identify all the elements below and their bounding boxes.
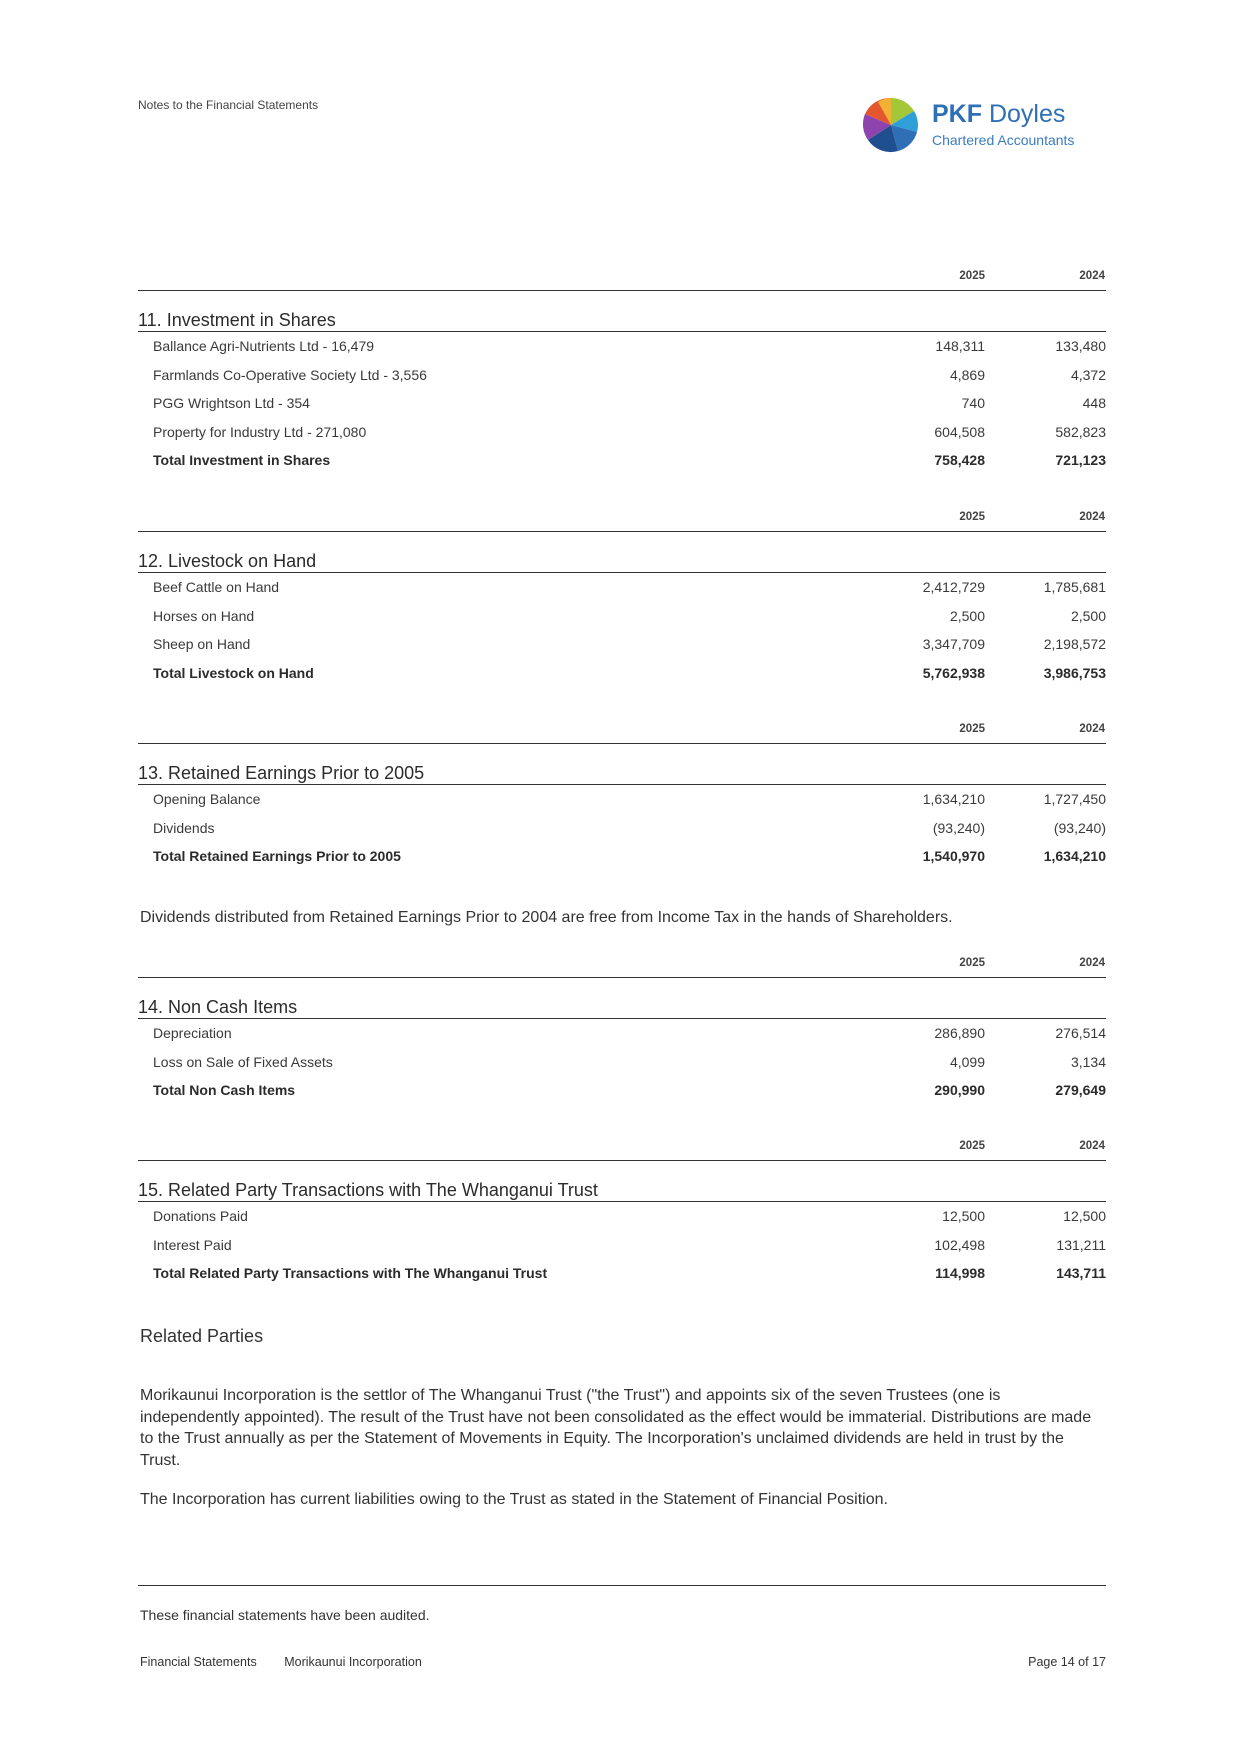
- total-row: Total Livestock on Hand 5,762,938 3,986,753: [153, 664, 1106, 681]
- company-logo: [862, 96, 1102, 160]
- logo-mark-icon: [862, 96, 920, 154]
- year-prior: 2024: [1079, 270, 1105, 282]
- section-title: 11. Investment in Shares: [138, 309, 1106, 332]
- table-row: Property for Industry Ltd - 271,080 604,508 582,823: [153, 423, 1106, 440]
- year-header: [138, 268, 1106, 291]
- year-prior: 2024: [1079, 723, 1105, 735]
- year-header: [138, 955, 1106, 978]
- year-prior: 2024: [1079, 1140, 1105, 1152]
- table-row: PGG Wrightson Ltd - 354 740 448: [153, 395, 1106, 411]
- logo-subtitle: Chartered Accountants: [932, 132, 1075, 148]
- footer-doc-type: Financial Statements: [140, 1655, 257, 1669]
- section-title: 15. Related Party Transactions with The Whanganui Trust: [138, 1179, 1106, 1202]
- page-number: Page 14 of 17: [1028, 1655, 1106, 1669]
- logo-name: PKF Doyles: [932, 100, 1066, 128]
- note-livestock-on-hand: [138, 509, 1106, 687]
- section-title: 12. Livestock on Hand: [138, 550, 1106, 573]
- related-parties-heading: Related Parties: [140, 1326, 264, 1346]
- audit-note: These financial statements have been audited.: [140, 1607, 430, 1623]
- table-row: Opening Balance 1,634,210 1,727,450: [153, 791, 1106, 807]
- table-row: Dividends (93,240) (93,240): [153, 819, 1106, 836]
- year-current: 2025: [959, 1140, 985, 1152]
- related-parties-paragraph: Morikaunui Incorporation is the settlor of The Whanganui Trust ("the Trust") and appoints six of the seven Trustees (one is independently appointed). The result of the Trust have not been consolidated as the effect would be immaterial. Distributions are made to the Trust annually as per the Statement of Movements in Equity. The Incorporation's unclaimed dividends are held in trust by the Trust.: [140, 1387, 1092, 1469]
- related-parties-liabilities-note: The Incorporation has current liabilities owing to the Trust as stated in the Statement of Financial Position.: [140, 1491, 888, 1508]
- year-current: 2025: [959, 511, 985, 523]
- header-label: Notes to the Financial Statements: [138, 98, 319, 112]
- year-prior: 2024: [1079, 957, 1105, 969]
- footer-left: [140, 1655, 446, 1669]
- note-retained-earnings: [138, 721, 1106, 871]
- table-row: Farmlands Co-Operative Society Ltd - 3,556 4,869 4,372: [153, 366, 1106, 383]
- year-current: 2025: [959, 270, 985, 282]
- year-prior: 2024: [1079, 511, 1105, 523]
- year-header: [138, 721, 1106, 744]
- total-row: Total Retained Earnings Prior to 2005 1,540,970 1,634,210: [153, 848, 1106, 864]
- footer-divider: [138, 1585, 1106, 1586]
- total-row: Total Non Cash Items 290,990 279,649: [153, 1082, 1106, 1098]
- total-row: Total Investment in Shares 758,428 721,123: [153, 452, 1106, 468]
- table-row: Horses on Hand 2,500 2,500: [153, 607, 1106, 624]
- year-current: 2025: [959, 957, 985, 969]
- section-title: 13. Retained Earnings Prior to 2005: [138, 762, 1106, 785]
- year-current: 2025: [959, 723, 985, 735]
- table-row: Interest Paid 102,498 131,211: [153, 1236, 1106, 1253]
- note-investment-in-shares: [138, 268, 1106, 475]
- note-non-cash-items: [138, 955, 1106, 1105]
- year-header: [138, 1138, 1106, 1161]
- year-header: [138, 509, 1106, 532]
- total-row: Total Related Party Transactions with The Whanganui Trust 114,998 143,711: [153, 1265, 1106, 1281]
- dividends-note: Dividends distributed from Retained Earnings Prior to 2004 are free from Income Tax in the hands of Shareholders.: [140, 909, 953, 926]
- note-related-party-transactions: [138, 1138, 1106, 1288]
- table-row: Donations Paid 12,500 12,500: [153, 1208, 1106, 1224]
- section-title: 14. Non Cash Items: [138, 996, 1106, 1019]
- table-row: Loss on Sale of Fixed Assets 4,099 3,134: [153, 1053, 1106, 1070]
- table-row: Beef Cattle on Hand 2,412,729 1,785,681: [153, 579, 1106, 595]
- table-row: Ballance Agri-Nutrients Ltd - 16,479 148,311 133,480: [153, 338, 1106, 354]
- footer-entity: Morikaunui Incorporation: [284, 1655, 422, 1669]
- table-row: Depreciation 286,890 276,514: [153, 1025, 1106, 1041]
- table-row: Sheep on Hand 3,347,709 2,198,572: [153, 636, 1106, 652]
